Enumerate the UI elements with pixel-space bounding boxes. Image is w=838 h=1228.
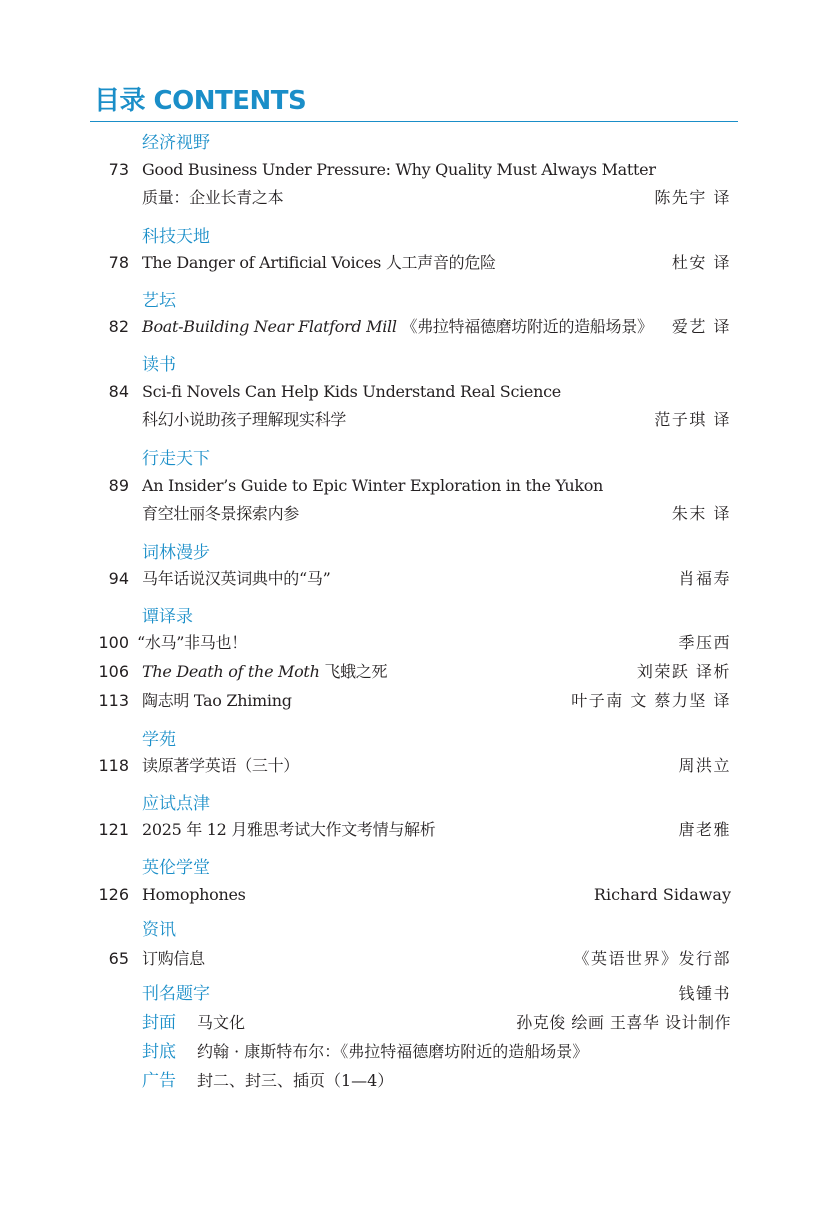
section-heading: 行走天下	[142, 449, 210, 469]
article-title-cn: 质量：企业长青之本	[142, 188, 284, 207]
article-credit: 叶子南 文 蔡力坚 译	[571, 691, 731, 710]
page-number: 106	[98, 662, 129, 681]
article-title-en: An Insider’s Guide to Epic Winter Exploration in the Yukon	[142, 476, 604, 495]
cover-text: 马文化	[197, 1013, 246, 1032]
title-calligraphy-credit: 钱锺书	[678, 984, 731, 1003]
article-credit: 刘荣跃 译析	[636, 662, 731, 681]
section-heading: 谭译录	[142, 607, 193, 627]
article-title: 2025 年 12 月雅思考试大作文考情与解析	[142, 820, 436, 839]
page-number: 121	[98, 820, 129, 839]
page-number: 113	[98, 691, 129, 710]
ads-label: 广告	[142, 1071, 176, 1091]
page-number: 73	[108, 160, 129, 179]
section-heading: 经济视野	[142, 133, 210, 153]
article-title-en: Sci-fi Novels Can Help Kids Understand Real Science	[142, 382, 561, 401]
article-title: The Danger of Artificial Voices 人工声音的危险	[142, 253, 496, 272]
article-credit: 爱艺 译	[671, 317, 731, 336]
section-heading: 应试点津	[142, 794, 210, 814]
page-number: 94	[108, 569, 129, 588]
page-number: 65	[108, 949, 129, 968]
article-title: “水马”非马也！	[137, 633, 247, 652]
article-title	[142, 661, 387, 683]
ads-text: 封二、封三、插页（1—4）	[197, 1071, 394, 1090]
page-number: 126	[98, 885, 129, 904]
article-title-cn: 《弗拉特福德磨坊附近的造船场景》	[401, 317, 653, 336]
article-title: 读原著学英语（三十）	[142, 756, 300, 775]
article-credit: 季压西	[678, 633, 731, 652]
article-title-cn: 科幻小说助孩子理解现实科学	[142, 410, 347, 429]
article-title-en: Good Business Under Pressure: Why Quality Must Always Matter	[142, 160, 656, 179]
section-heading: 读书	[142, 355, 176, 375]
page-number: 84	[108, 382, 129, 401]
article-title-cn: 飞蛾之死	[324, 662, 388, 681]
section-heading: 英伦学堂	[142, 858, 210, 878]
article-credit: 陈先宇 译	[654, 188, 731, 207]
article-credit: Richard Sidaway	[593, 885, 731, 904]
page-title: 目录 CONTENTS	[94, 86, 307, 116]
section-heading: 科技天地	[142, 227, 210, 247]
article-credit: 周洪立	[678, 756, 731, 775]
header-divider	[90, 121, 738, 122]
page-number: 118	[98, 756, 129, 775]
article-credit: 《英语世界》发行部	[573, 949, 731, 968]
title-calligraphy-label: 刊名题字	[142, 984, 210, 1004]
section-heading: 词林漫步	[142, 543, 210, 563]
section-heading: 学苑	[142, 730, 176, 750]
article-title: Homophones	[142, 885, 246, 904]
page-number: 82	[108, 317, 129, 336]
article-credit: 唐老雅	[678, 820, 731, 839]
article-title: 订购信息	[142, 949, 205, 968]
article-title-cn: 育空壮丽冬景探索内参	[142, 504, 300, 523]
article-title-italic: Boat-Building Near Flatford Mill	[142, 317, 397, 336]
article-credit: 范子琪 译	[654, 410, 731, 429]
page-number: 100	[98, 633, 129, 652]
article-credit: 朱末 译	[671, 504, 731, 523]
back-cover-text: 约翰 · 康斯特布尔：《弗拉特福德磨坊附近的造船场景》	[197, 1042, 589, 1061]
article-credit: 杜安 译	[671, 253, 731, 272]
article-title-italic: The Death of the Moth	[142, 662, 320, 681]
section-heading: 艺坛	[142, 291, 176, 311]
cover-label: 封面	[142, 1013, 176, 1033]
section-heading: 资讯	[142, 920, 176, 940]
cover-credit: 孙克俊 绘画 王喜华 设计制作	[516, 1013, 731, 1032]
back-cover-label: 封底	[142, 1042, 176, 1062]
article-title: 陶志明 Tao Zhiming	[142, 691, 292, 710]
article-credit: 肖福寿	[678, 569, 731, 588]
page-number: 78	[108, 253, 129, 272]
page-number: 89	[108, 476, 129, 495]
article-title: 马年话说汉英词典中的“马”	[142, 569, 331, 588]
article-title	[142, 316, 653, 338]
